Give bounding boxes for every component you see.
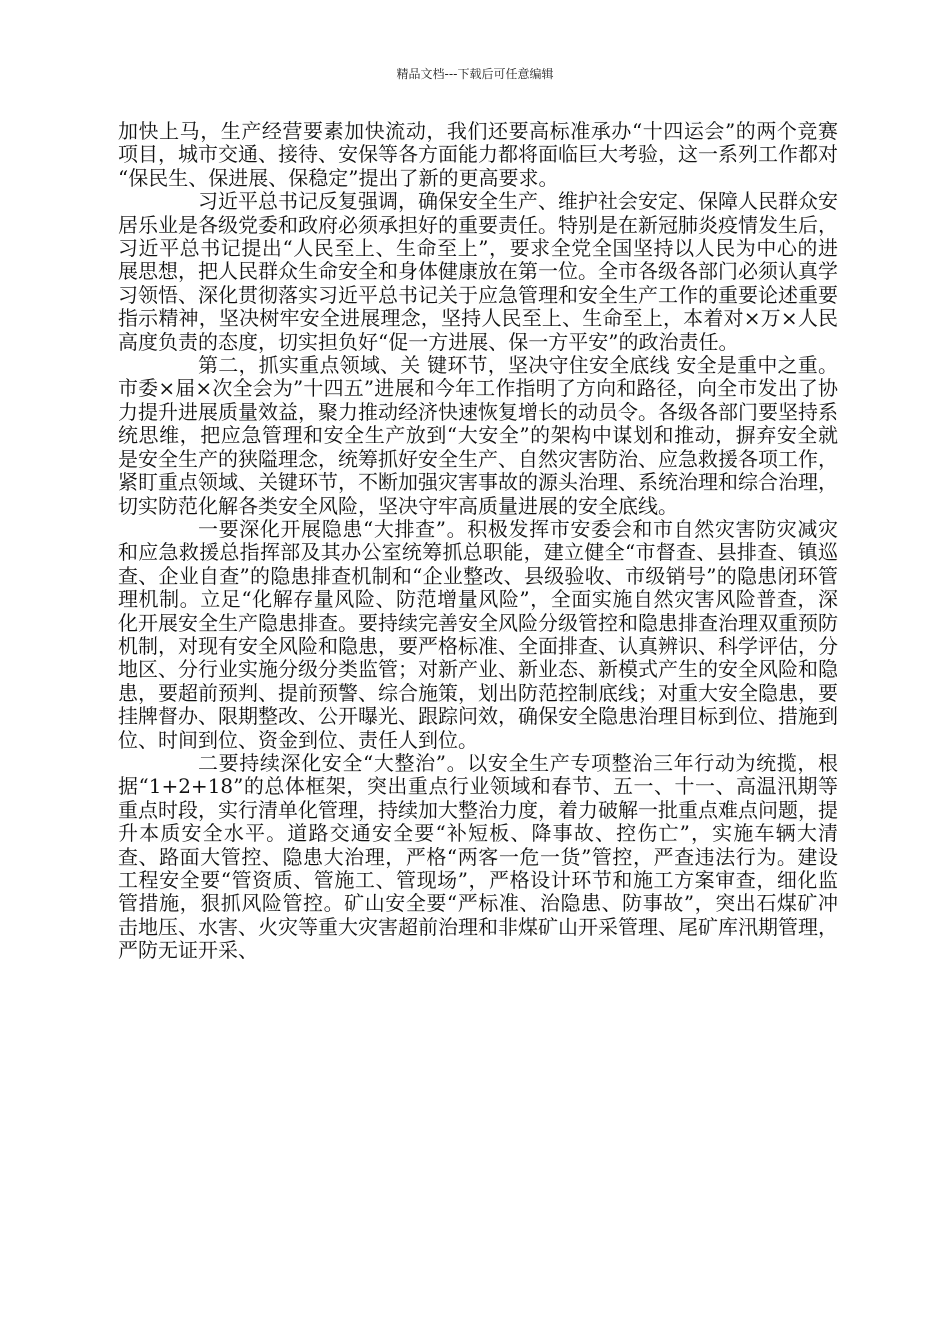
document-body (118, 120, 838, 963)
page-header: 精品文档---下载后可任意编辑 (396, 67, 554, 81)
paragraph-second-point: 第二，抓实重点领域、关 键环节，坚决守住安全底线 安全是重中之重。市委×届×次全会为”十四五”进展和今年工作指明了方向和路径，向全市发出了协力提升进展质量效益，聚力推动经济快速恢复增长的动员令。各级各部门要坚持系统思维，把应急管理和安全生产放到“大安全”的架构中谋划和推动，摒弃安全就是安全生产的狭隘理念，统筹抓好安全生产、自然灾害防治、应急救援各项工作，紧盯重点领域、关键环节，不断加强灾害事故的源头治理、系统治理和综合治理，切实防范化解各类安全风险，坚决守牢高质量进展的安全底线。 (118, 353, 838, 518)
paragraph-responsibility: 习近平总书记反复强调，确保安全生产、维护社会安定、保障人民群众安居乐业是各级党委和政府必须承担好的重要责任。特别是在新冠肺炎疫情发生后，习近平总书记提出“人民至上、生命至上”，要求全党全国坚持以人民为中心的进展思想，把人民群众生命安全和身体健康放在第一位。全市各级各部门必须认真学习领悟、深化贯彻落实习近平总书记关于应急管理和安全生产工作的重要论述重要指示精神，坚决树牢安全进展理念，坚持人民至上、生命至上，本着对×万×人民高度负责的态度，切实担负好“促一方进展、保一方平安”的政治责任。 (118, 189, 838, 354)
paragraph-safety-rectification: 二要持续深化安全“大整治”。以安全生产专项整治三年行动为统揽，根据“1+2+18”的总体框架，突出重点行业领域和春节、五一、十一、高温汛期等重点时段，实行清单化管理，持续加大整治力度，着力破解一批重点难点问题，提升本质安全水平。道路交通安全要“补短板、降事故、控伤亡”，实施车辆大清查、路面大管控、隐患大治理，严格“两客一危一货”管控，严查违法行为。建设工程安全要“管资质、管施工、管现场”，严格设计环节和施工方案审查，细化监管措施，狠抓风险管控。矿山安全要“严标准、治隐患、防事故”，突出石煤矿冲击地压、水害、火灾等重大灾害超前治理和非煤矿山开采管理、尾矿库汛期管理，严防无证开采、 (118, 750, 838, 963)
paragraph-continuation: 加快上马，生产经营要素加快流动，我们还要高标准承办“十四运会”的两个竞赛项目，城市交通、接待、安保等各方面能力都将面临巨大考验，这一系列工作都对 “保民生、保进展、保稳定”提出了新的更高要求。 (118, 119, 838, 190)
paragraph-hazard-investigation: 一要深化开展隐患“大排查”。积极发挥市安委会和市自然灾害防灾减灾和应急救援总指挥部及其办公室统筹抓总职能，建立健全“市督查、县排查、镇巡查、企业自查”的隐患排查机制和“企业整改、县级验收、市级销号”的隐患闭环管理机制。立足“化解存量风险、防范增量风险”，全面实施自然灾害风险普查，深化开展安全生产隐患排查。要持续完善安全风险分级管控和隐患排查治理双重预防机制，对现有安全风险和隐患，要严格标准、全面排查、认真辨识、科学评估，分地区、分行业实施分级分类监管；对新产业、新业态、新模式产生的安全风险和隐患，要超前预判、提前预警、综合施策，划出防范控制底线；对重大安全隐患，要挂牌督办、限期整改、公开曝光、跟踪问效，确保安全隐患治理目标到位、措施到位、时间到位、资金到位、责任人到位。 (118, 516, 838, 752)
